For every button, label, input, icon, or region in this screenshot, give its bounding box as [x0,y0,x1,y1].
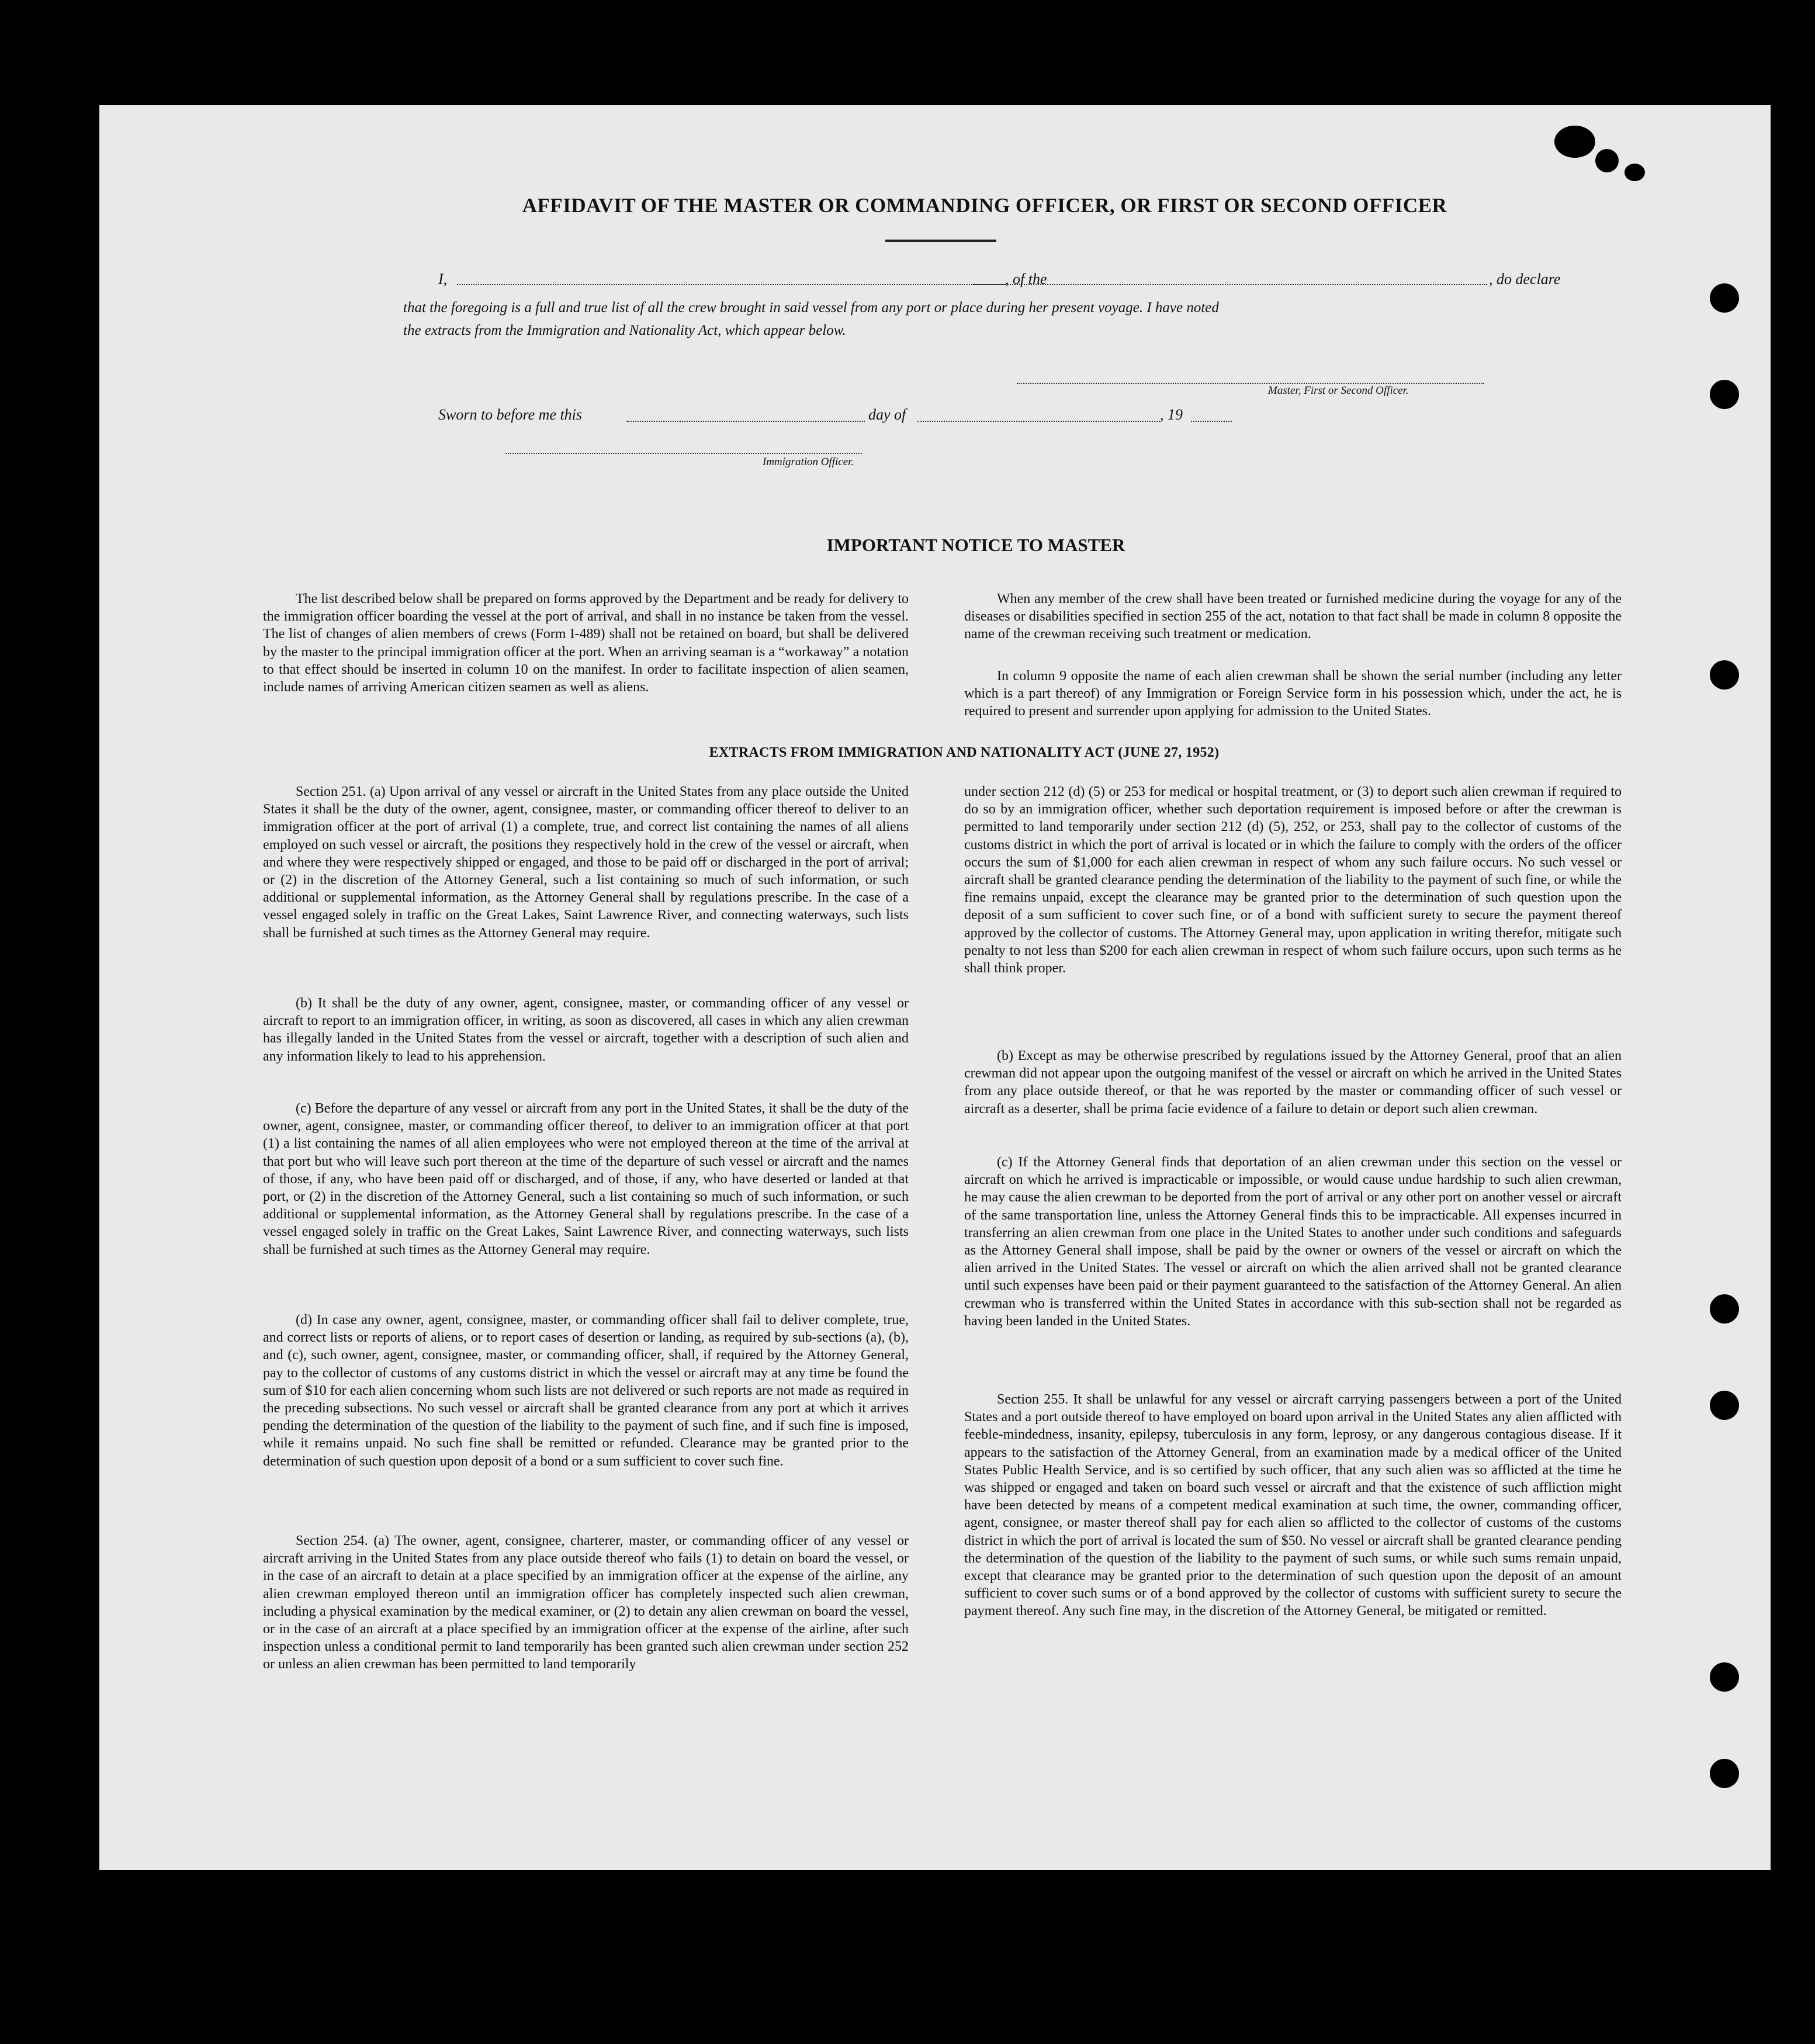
punch-hole [1710,283,1739,313]
punch-hole [1710,660,1739,690]
extracts-title: EXTRACTS FROM IMMIGRATION AND NATIONALITY ACT (JUNE 27, 1952) [709,745,1220,760]
affidavit-statement-2: the extracts from the Immigration and Nationality Act, which appear below. [403,323,846,338]
extract-right-254c: (c) If the Attorney General finds that deportation of an alien crewman under this section on the vessel or aircraft on which he arrived is impracticable or impossible, or would cause undue hardship to such alien crewman, he may cause the alien crewman to be deported from the port of arrival or any other port on another vessel or aircraft of the same transportation line, unless the Attorney General finds this to be impracticable. All expenses incurred in transferring an alien crewman from one place in the United States to another under such conditions and safeguards as the Attorney General shall impose, shall be paid by the owner or owners of the vessel or aircraft on which the alien arrived in the United States. The vessel or aircraft on which the alien arrived shall not be granted clearance until such expenses have been paid or their payment guaranteed to the satisfaction of the Attorney General. An alien crewman who is transferred within the United States in accordance with this sub-section shall not be regarded as having been landed in the United States. [964,1155,1622,1329]
torn-corner [1554,126,1595,158]
sworn-prefix: Sworn to before me this [438,406,583,423]
sworn-day-blank [626,421,865,422]
name-blank [457,284,1005,285]
master-signature-line [1017,383,1484,384]
sworn-month-blank [917,421,1160,422]
extract-right-254a-cont: under section 212 (d) (5) or 253 for medical or hospital treatment, or (3) to deport such alien crewman if required to do so by an immigration officer, whether such deportation requirement is imposed before or after the crewman is permitted to land temporarily under section 212 (d) (5), 252, or 253, shall pay to the collector of customs of the customs district in which the port of arrival is located or in which the failure to comply with the orders of the officer occurs the sum of $1,000 for each alien crewman in respect of whom any such failure occurs. No such vessel or aircraft shall be granted clearance pending the determination of the liability to the payment of such fine, or while the fine remains unpaid, except the clearance may be granted prior to the determination of such question upon the deposit of a sum sufficient to cover such fine, or of a bond with sufficient surety to secure the payment thereof approved by the collector of customs. The Attorney General may, upon application in writing therefor, mitigate such penalty to not less than $200 for each alien crewman in respect of whom such failure occurs, upon such terms as he shall think proper. [964,784,1622,976]
officer-signature-line [505,453,862,454]
affidavit-statement-1: that the foregoing is a full and true list of all the crew brought in said vessel from any port or place during her present voyage. I have noted [403,300,1219,316]
torn-corner [1595,149,1619,172]
extract-right-254b: (b) Except as may be otherwise prescribed by regulations issued by the Attorney General, proof that an alien crewman did not appear upon the outgoing manifest of the vessel or aircraft on which he arrived in the United States from any place outside thereof, or that he was reported by the master or commanding officer of such vessel or aircraft as a deserter, shall be prima facie evidence of a failure to detain or deport such alien crewman. [964,1048,1622,1117]
punch-hole [1710,1662,1739,1692]
extract-left-251a: Section 251. (a) Upon arrival of any vessel or aircraft in the United States from any place outside the United States it shall be the duty of the owner, agent, consignee, master, or commanding officer thereof to deliver to an immigration officer at the port of arrival (1) a complete, true, and correct list containing the names of all aliens employed on such vessel or aircraft, the positions they respectively hold in the crew of the vessel or aircraft, when and where they were respectively shipped or engaged, and those to be paid off or discharged in the port of arrival; or (2) in the discretion of the Attorney General, such a list containing so much of such information, or such additional or supplemental information, as the Attorney General shall by regulations prescribe. In the case of a vessel engaged solely in traffic on the Great Lakes, Saint Lawrence River, and connecting waterways, such lists shall be furnished at such times as the Attorney General may require. [263,784,909,941]
notice-right-paragraph-2: In column 9 opposite the name of each alien crewman shall be shown the serial number (including any letter which is a part thereof) of any Immigration or Foreign Service form in his possession which, under the act, he is required to present and surrender upon applying for admission to the United States. [964,668,1622,719]
affidavit-i: I, [438,271,448,287]
extract-left-254a: Section 254. (a) The owner, agent, consignee, charterer, master, or commanding officer of any vessel or aircraft arriving in the United States from any place outside thereof who fails (1) to detain on board the vessel, or in the case of an aircraft to detain at a place specified by an immigration officer at the expense of the airline, any alien crewman employed thereon until an immigration officer has completely inspected such alien crewman, including a physical examination by the medical examiner, or (2) to detain any alien crewman on board the vessel, or in the case of an aircraft at a place specified by an immigration officer at the expense of the airline, after such inspection unless a conditional permit to land temporarily has been granted such alien crewman under section 252 or unless an alien crewman has been permitted to land temporarily [263,1533,909,1672]
notice-title: IMPORTANT NOTICE TO MASTER [826,535,1125,555]
extract-right-255: Section 255. It shall be unlawful for any vessel or aircraft carrying passengers between a port of the United States and a port outside thereof to have employed on board upon arrival in the United States any alien afflicted with feeble-mindedness, insanity, epilepsy, tuberculosis in any form, leprosy, or any dangerous contagious disease. If it appears to the satisfaction of the Attorney General, from an examination made by a medical officer of the United States Public Health Service, and is so certified by such officer, that any such alien was so afflicted at the time he was shipped or engaged and taken on board such vessel or aircraft and that the existence of such affliction might have been detected by means of a competent medical examination at such time, the owner, commanding officer, agent, consignee, or master thereof shall pay for each alien so afflicted to the collector of customs of the customs district in which the port of arrival is located the sum of $50. No vessel or aircraft shall be granted clearance pending the determination of the question of the liability to the payment of such sums, or while such sums remain unpaid, except that clearance may be granted prior to the determination of such question upon the deposit of an amount sufficient to cover such sums or of a bond approved by the collector of customs with sufficient surety to secure the payment thereof. Any such fine may, in the discretion of the Attorney General, be mitigated or remitted. [964,1392,1622,1619]
punch-hole [1710,1391,1739,1420]
punch-hole [1710,1759,1739,1788]
officer-caption: Immigration Officer. [763,456,854,468]
affidavit-do-declare: , do declare [1489,271,1561,287]
notice-right-paragraph-1: When any member of the crew shall have been treated or furnished medicine during the voyage for any of the diseases or disabilities specified in section 255 of the act, notation to that fact shall be made in column 8 opposite the name of the crewman receiving such treatment or medication. [964,591,1622,642]
year-blank [1191,421,1232,422]
extract-left-251c: (c) Before the departure of any vessel or aircraft from any port in the United States, it shall be the duty of the owner, agent, consignee, master, or commanding officer thereof, to deliver to an immigration officer at that port (1) a list containing the names of all alien employees who were not employed thereon at the time of the arrival at that port but who will leave such port thereon at the time of the departure of such vessel or aircraft and the names of those, if any, who have been paid off or discharged, and of those, if any, who have deserted or landed at that port, or (2) in the discretion of the Attorney General, such a list containing so much of such information, or such additional or supplemental information, as the Attorney General shall by regulations prescribe. In the case of a vessel engaged solely in traffic on the Great Lakes, Saint Lawrence River, and connecting waterways, such lists shall be furnished at such times as the Attorney General may require. [263,1101,909,1257]
title-rule [885,240,996,242]
affidavit-of-the: , of the [1005,271,1047,287]
torn-corner [1625,164,1645,181]
extract-left-251b: (b) It shall be the duty of any owner, agent, consignee, master, or commanding officer of any vessel or aircraft to report to an immigration officer, in writing, as soon as discovered, all cases in which any alien crewman has illegally landed in the United States from the vessel or aircraft, together with a description of such alien and any information likely to lead to his apprehension. [263,996,909,1064]
punch-hole [1710,1294,1739,1324]
punch-hole [1710,380,1739,409]
vessel-blank [973,284,1487,285]
document-page [99,105,1771,1870]
notice-left-paragraph: The list described below shall be prepared on forms approved by the Department and be ready for delivery to the immigration officer boarding the vessel at the port of arrival, and shall in no instance be taken from the vessel. The list of changes of alien members of crews (Form I-489) shall not be retained on board, but shall be delivered by the master to the principal immigration officer at the port. When an arriving seaman is a “workaway” a notation to that effect should be inserted in column 10 on the manifest. In order to facilitate inspection of alien seamen, include names of arriving American citizen seamen as well as aliens. [263,591,909,695]
extract-left-251d: (d) In case any owner, agent, consignee, master, or commanding officer shall fail to deliver complete, true, and correct lists or reports of aliens, or to report cases of desertion or landing, as required by sub-sections (a), (b), and (c), such owner, agent, consignee, master, or commanding officer, shall, if required by the Attorney General, pay to the collector of customs of any customs district in which the vessel or aircraft may at any time be found the sum of $10 for each alien concerning whom such lists are not delivered or such reports are not made as required in the preceding subsections. No such vessel or aircraft shall be granted clearance from any port at which it arrives pending the determination of the question of the liability to the payment of such fine, and if such fine is imposed, while it remains unpaid. No such fine shall be remitted or refunded. Clearance may be granted prior to the determination of such question upon deposit of a bond or a sum sufficient to cover such fine. [263,1312,909,1469]
year-prefix: , 19 [1160,406,1183,423]
master-caption: Master, First or Second Officer. [1268,384,1409,397]
affidavit-title: AFFIDAVIT OF THE MASTER OR COMMANDING OFFICER, OR FIRST OR SECOND OFFICER [522,194,1447,217]
day-of-label: day of [868,406,906,423]
